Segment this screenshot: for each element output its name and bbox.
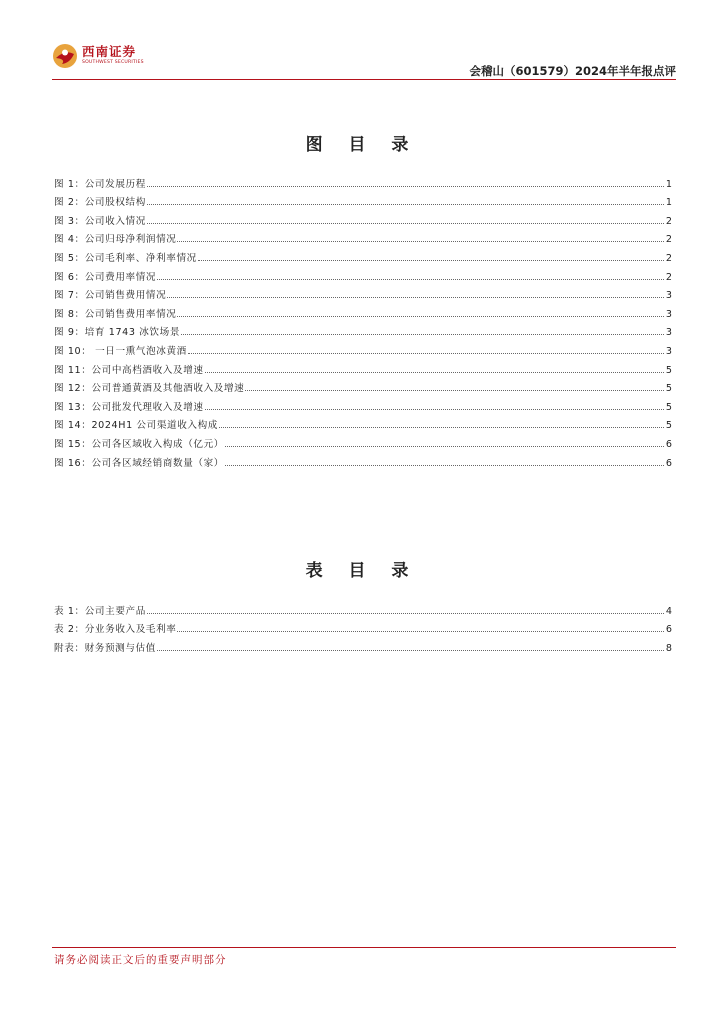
toc-dot-leader — [205, 372, 664, 373]
toc-entry-label[interactable]: 图 7：公司销售费用情况 — [54, 290, 167, 302]
toc-entry-page-number[interactable]: 5 — [665, 383, 672, 395]
toc-entry[interactable] — [54, 190, 672, 209]
logo-english-name: SOUTHWEST SECURITIES — [82, 59, 144, 65]
toc-entry-label[interactable]: 图 9：培育 1743 冰饮场景 — [54, 327, 181, 339]
tables-toc-list — [54, 598, 672, 654]
header-divider — [52, 79, 676, 80]
toc-dot-leader — [198, 260, 664, 261]
toc-entry-page-number[interactable]: 3 — [665, 327, 672, 339]
toc-entry[interactable] — [54, 598, 672, 617]
toc-entry-label[interactable]: 图 14：2024H1 公司渠道收入构成 — [54, 420, 218, 432]
toc-entry-page-number[interactable]: 2 — [665, 234, 672, 246]
toc-entry[interactable] — [54, 617, 672, 636]
toc-entry-label[interactable]: 表 2：分业务收入及毛利率 — [54, 624, 177, 636]
toc-entry-page-number[interactable]: 3 — [665, 308, 672, 320]
toc-entry-label[interactable]: 图 8：公司销售费用率情况 — [54, 308, 177, 320]
toc-entry-page-number[interactable]: 8 — [665, 642, 672, 654]
toc-entry-page-number[interactable]: 6 — [665, 457, 672, 469]
toc-entry[interactable] — [54, 413, 672, 432]
toc-entry-page-number[interactable]: 3 — [665, 290, 672, 302]
toc-entry-page-number[interactable]: 5 — [665, 420, 672, 432]
toc-entry-page-number[interactable]: 2 — [665, 271, 672, 283]
toc-entry[interactable] — [54, 264, 672, 283]
report-title: 会稽山（601579）2024年半年报点评 — [469, 64, 676, 78]
toc-entry-page-number[interactable]: 6 — [665, 624, 672, 636]
toc-dot-leader — [177, 631, 663, 632]
toc-dot-leader — [181, 334, 664, 335]
toc-entry-label[interactable]: 图 5：公司毛利率、净利率情况 — [54, 252, 197, 264]
toc-entry[interactable] — [54, 357, 672, 376]
toc-dot-leader — [177, 316, 663, 317]
toc-dot-leader — [219, 427, 664, 428]
toc-entry-label[interactable]: 图 10： 一日一熏气泡冰黄酒 — [54, 345, 187, 357]
toc-entry-label[interactable]: 图 12：公司普通黄酒及其他酒收入及增速 — [54, 383, 245, 395]
footer-disclaimer: 请务必阅读正文后的重要声明部分 — [54, 954, 227, 966]
toc-entry[interactable] — [54, 245, 672, 264]
toc-entry-page-number[interactable]: 3 — [665, 345, 672, 357]
toc-entry[interactable] — [54, 283, 672, 302]
toc-entry[interactable] — [54, 320, 672, 339]
toc-entry-page-number[interactable]: 1 — [665, 197, 672, 209]
toc-entry-label[interactable]: 图 2：公司股权结构 — [54, 197, 146, 209]
toc-dot-leader — [188, 353, 664, 354]
toc-entry-page-number[interactable]: 1 — [665, 178, 672, 190]
toc-entry-label[interactable]: 图 15：公司各区域收入构成（亿元） — [54, 438, 224, 450]
figures-toc-list — [54, 171, 672, 469]
toc-entry-label[interactable]: 图 13：公司批发代理收入及增速 — [54, 401, 204, 413]
toc-entry[interactable] — [54, 431, 672, 450]
toc-dot-leader — [167, 297, 664, 298]
footer-divider — [52, 947, 676, 948]
toc-entry-label[interactable]: 图 11：公司中高档酒收入及增速 — [54, 364, 204, 376]
toc-entry-label[interactable]: 图 3：公司收入情况 — [54, 215, 146, 227]
toc-entry[interactable] — [54, 338, 672, 357]
toc-entry[interactable] — [54, 208, 672, 227]
toc-entry-label[interactable]: 图 6：公司费用率情况 — [54, 271, 157, 283]
company-logo — [52, 43, 144, 69]
toc-entry-page-number[interactable]: 2 — [665, 215, 672, 227]
toc-entry[interactable] — [54, 301, 672, 320]
toc-dot-leader — [147, 186, 664, 187]
toc-entry[interactable] — [54, 394, 672, 413]
toc-entry[interactable] — [54, 450, 672, 469]
toc-entry-label[interactable]: 附表：财务预测与估值 — [54, 642, 156, 654]
page-header — [52, 40, 676, 80]
toc-entry-page-number[interactable]: 2 — [665, 252, 672, 264]
toc-dot-leader — [205, 409, 664, 410]
toc-entry-page-number[interactable]: 5 — [665, 364, 672, 376]
toc-entry-page-number[interactable]: 6 — [665, 438, 672, 450]
tables-toc-title: 表 目 录 — [305, 561, 419, 581]
toc-entry-page-number[interactable]: 5 — [665, 401, 672, 413]
toc-dot-leader — [225, 465, 664, 466]
logo-mark-icon — [52, 43, 78, 69]
toc-entry-label[interactable]: 图 1：公司发展历程 — [54, 178, 146, 190]
toc-entry[interactable] — [54, 635, 672, 654]
toc-dot-leader — [147, 204, 664, 205]
toc-dot-leader — [157, 279, 664, 280]
figures-toc-title: 图 目 录 — [305, 135, 419, 155]
toc-entry[interactable] — [54, 171, 672, 190]
toc-entry-label[interactable]: 图 16：公司各区域经销商数量（家） — [54, 457, 224, 469]
toc-entry-label[interactable]: 表 1：公司主要产品 — [54, 605, 146, 617]
toc-dot-leader — [157, 650, 664, 651]
toc-dot-leader — [225, 446, 664, 447]
toc-entry[interactable] — [54, 376, 672, 395]
toc-entry-page-number[interactable]: 4 — [665, 605, 672, 617]
toc-dot-leader — [147, 223, 664, 224]
toc-entry-label[interactable]: 图 4：公司归母净利润情况 — [54, 234, 177, 246]
logo-chinese-name: 西南证券 — [82, 44, 137, 60]
toc-dot-leader — [147, 613, 664, 614]
toc-dot-leader — [245, 390, 664, 391]
toc-entry[interactable] — [54, 227, 672, 246]
toc-dot-leader — [177, 241, 663, 242]
